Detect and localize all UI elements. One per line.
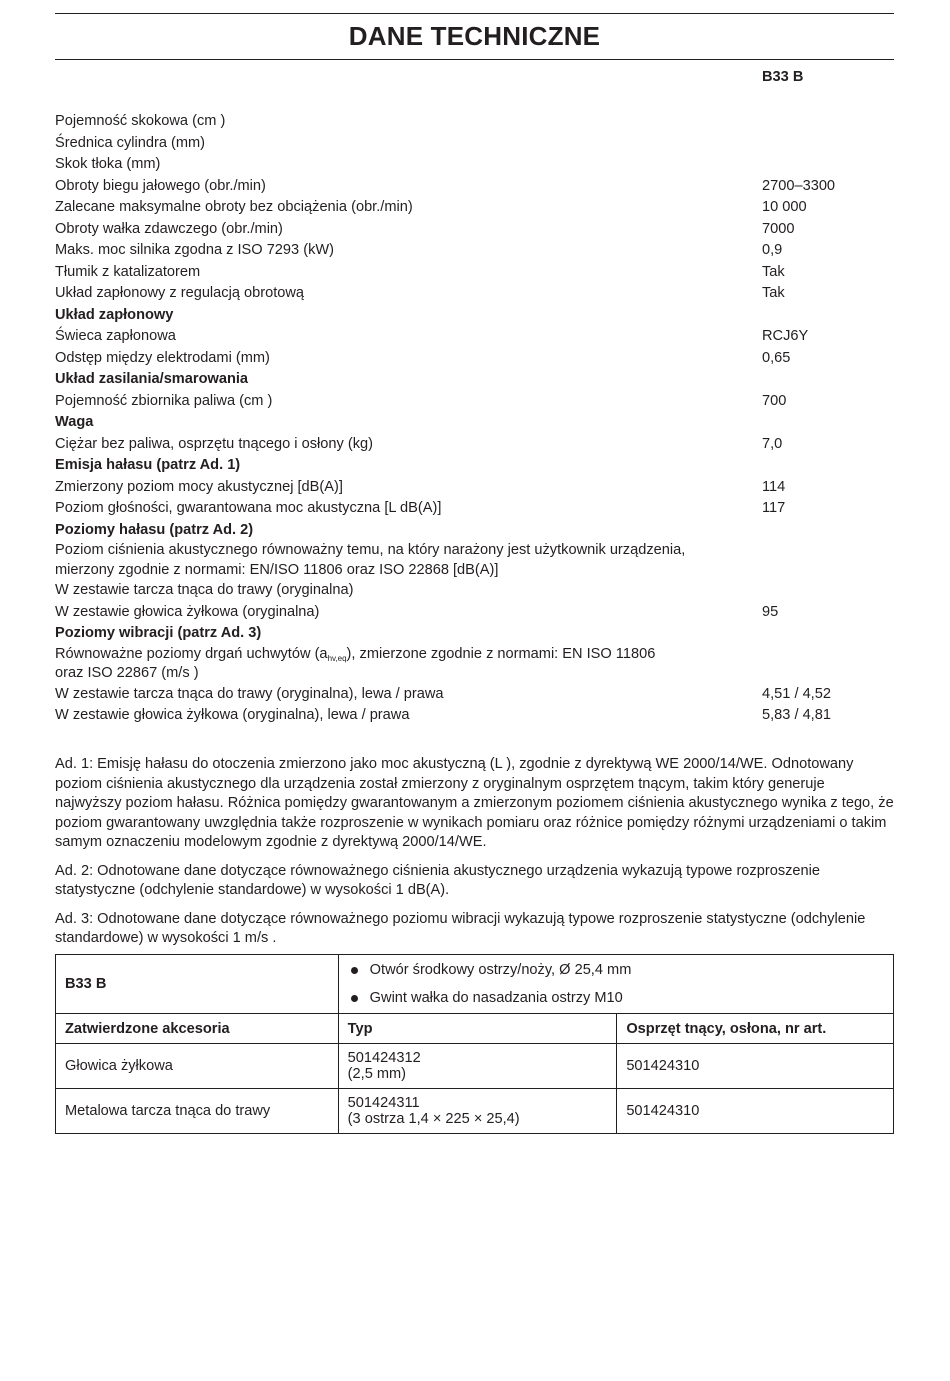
spec-label — [55, 111, 762, 133]
spec-value — [762, 369, 892, 391]
spec-value — [762, 133, 892, 155]
spec-value: 0,9 — [762, 242, 783, 258]
accessory-type-detail: (3 ostrza 1,4 × 225 × 25,4) — [347, 1111, 520, 1127]
spec-label — [55, 283, 762, 305]
spec-label — [55, 391, 762, 413]
spec-label — [55, 498, 762, 520]
title-bar — [55, 13, 894, 60]
spec-label-part: Obroty wałka zdawczego (obr./min) — [55, 220, 283, 237]
spec-label — [55, 154, 762, 176]
spec-value: 95 — [762, 603, 779, 620]
spec-section-heading — [55, 520, 894, 542]
model-column-header: B33 B — [762, 69, 804, 85]
spec-label-part: W zestawie tarcza tnąca do trawy (oryginalna) — [55, 582, 354, 598]
spec-label-part: Poziom ciśnienia akustycznego równoważny temu, na który narażony jest użytkownik urządzenia, — [55, 542, 686, 558]
bullet-text: Otwór środkowy ostrzy/noży, Ø 25,4 mm — [369, 962, 632, 978]
spec-value: RCJ6Y — [762, 328, 809, 344]
spec-label-part: Ciężar bez paliwa, osprzętu tnącego i osłony (kg) — [55, 435, 373, 452]
spec-label-part: Równoważne poziomy drgań uchwytów (a — [55, 645, 328, 662]
accessory-type — [338, 1089, 617, 1134]
spec-label — [55, 705, 762, 727]
spec-value: Tak — [762, 263, 785, 280]
accessories-model-row — [56, 955, 894, 1014]
note-ad3: Ad. 3: Odnotowane dane dotyczące równoważnego poziomu wibracji wykazują typowe rozproszenie statystyczne (odchylenie standardowe) w wysokości 1 m/s . — [55, 910, 866, 946]
spec-row — [55, 348, 894, 370]
spec-value: 700 — [762, 392, 787, 409]
spec-label-part: Średnica cylindra (mm) — [55, 134, 206, 151]
spec-label-part: Świeca zapłonowa — [55, 328, 176, 344]
page-title: DANE TECHNICZNE — [348, 21, 601, 51]
accessory-part: 501424310 — [617, 1044, 894, 1089]
spec-value: 10 000 — [762, 199, 807, 215]
spec-value: 0,65 — [762, 349, 791, 366]
accessory-type-detail: (2,5 mm) — [347, 1066, 407, 1082]
spec-value — [762, 455, 892, 477]
spec-label-part: Poziom głośności, gwarantowana moc akustyczna [L dB(A)] — [55, 500, 442, 516]
accessory-name: Głowica żyłkowa — [56, 1044, 339, 1089]
specs-list — [55, 111, 894, 727]
spec-label — [55, 645, 762, 684]
spec-section-heading — [55, 623, 894, 645]
spec-label — [55, 176, 762, 198]
spec-subscript: hv,eq — [327, 653, 347, 663]
spec-label-part: Obroty biegu jałowego (obr./min) — [55, 177, 266, 194]
spec-row — [55, 176, 894, 198]
spec-label-part: Waga — [55, 414, 94, 430]
spec-label-part: Zmierzony poziom mocy akustycznej [dB(A)] — [55, 478, 343, 495]
spec-value: Tak — [762, 285, 785, 301]
accessories-table — [55, 954, 894, 1134]
spec-label — [55, 326, 762, 348]
spec-row — [55, 133, 894, 155]
spec-label-part: Maks. moc silnika zgodna z ISO 7293 (kW) — [55, 242, 334, 258]
spec-label-part: W zestawie tarcza tnąca do trawy (oryginalna), lewa / prawa — [55, 685, 444, 702]
spec-row — [55, 705, 894, 727]
table-row — [56, 1044, 894, 1089]
spec-label — [55, 369, 762, 391]
spec-row — [55, 111, 894, 133]
spec-row — [55, 391, 894, 413]
spec-label — [55, 684, 762, 706]
spec-label-part: Skok tłoka (mm) — [55, 156, 161, 172]
spec-label — [55, 434, 762, 456]
accessory-type — [338, 1044, 617, 1089]
accessory-type-number: 501424312 — [347, 1050, 421, 1066]
spec-label — [55, 262, 762, 284]
accessories-model: B33 B — [56, 955, 339, 1014]
spec-row — [55, 645, 894, 684]
spec-label — [55, 477, 762, 499]
bullet-item — [348, 956, 884, 984]
header-approved-accessories: Zatwierdzone akcesoria — [56, 1014, 339, 1044]
spec-label-part: Emisja hałasu (patrz Ad. 1) — [55, 457, 241, 473]
spec-section-heading — [55, 455, 894, 477]
header-part-number: Osprzęt tnący, osłona, nr art. — [617, 1014, 894, 1044]
spec-value — [762, 111, 892, 133]
note-ad1: Ad. 1: Emisję hałasu do otoczenia zmierzono jako moc akustyczną (L ), zgodnie z dyrektywą WE 2000/14/WE. Odnotowany poziom ciśnienia akustycznego dla urządzenia został zmierzony z oryginalnym osprzętem tnącym, takim który generuje najwyższy poziom hałasu. Różnica pomiędzy gwarantowanym a zmierzonym poziomem ciśnienia akustycznego wynika z tego, że poziom gwarantowany uwzględnia także rozproszenie w wynikach pomiaru oraz różnice pomiędzy różnymi urządzeniami o takim samym oznaczeniu modelowym zgodnie z dyrektywą 2000/14/WE. — [55, 756, 894, 850]
bullet-item — [348, 984, 884, 1012]
notes — [55, 755, 894, 958]
spec-value: 7000 — [762, 220, 795, 237]
accessory-name: Metalowa tarcza tnąca do trawy — [56, 1089, 339, 1134]
spec-row — [55, 580, 894, 602]
spec-row — [55, 240, 894, 262]
spec-label-line2: oraz ISO 22867 (m/s ) — [55, 665, 199, 681]
spec-label — [55, 197, 762, 219]
spec-label-part: Układ zapłonowy — [55, 306, 174, 323]
spec-label-part: Pojemność zbiornika paliwa (cm ) — [55, 392, 273, 409]
spec-value — [762, 412, 892, 434]
spec-value: 5,83 / 4,81 — [762, 707, 831, 723]
spec-row — [55, 541, 894, 580]
spec-value: 114 — [762, 478, 786, 495]
bullet-dot-icon — [351, 995, 358, 1002]
spec-row — [55, 219, 894, 241]
header-type: Typ — [338, 1014, 617, 1044]
spec-label — [55, 520, 762, 542]
accessory-type-number: 501424311 — [347, 1095, 420, 1111]
spec-row — [55, 154, 894, 176]
spec-section-heading — [55, 412, 894, 434]
spec-label-part: ), zmierzone zgodnie z normami: EN ISO 11806 — [346, 645, 656, 662]
spec-label — [55, 348, 762, 370]
accessories-bullets — [338, 955, 893, 1014]
spec-row — [55, 477, 894, 499]
spec-label — [55, 412, 762, 434]
note-ad2: Ad. 2: Odnotowane dane dotyczące równoważnego ciśnienia akustycznego urządzenia wykazują typowe rozproszenie statystyczne (odchylenie standardowe) w wysokości 1 dB(A). — [55, 862, 821, 898]
spec-label-line2: mierzony zgodnie z normami: EN/ISO 11806 oraz ISO 22868 [dB(A)] — [55, 561, 499, 578]
spec-label-part: Pojemność skokowa (cm ) — [55, 113, 226, 129]
spec-label — [55, 602, 762, 624]
spec-value — [762, 645, 892, 684]
spec-label-part: W zestawie głowica żyłkowa (oryginalna), lewa / prawa — [55, 707, 410, 723]
bullet-dot-icon — [351, 967, 358, 974]
spec-value — [762, 623, 892, 645]
spec-value: 2700–3300 — [762, 177, 836, 194]
spec-row — [55, 283, 894, 305]
spec-label-part: Poziomy hałasu (patrz Ad. 2) — [55, 521, 254, 538]
spec-row — [55, 197, 894, 219]
spec-label-part: Układ zasilania/smarowania — [55, 371, 249, 387]
spec-value — [762, 154, 892, 176]
spec-label-part: Zalecane maksymalne obroty bez obciążenia (obr./min) — [55, 199, 413, 215]
spec-label — [55, 240, 762, 262]
spec-row — [55, 434, 894, 456]
spec-label-part: W zestawie głowica żyłkowa (oryginalna) — [55, 603, 320, 620]
spec-value — [762, 580, 892, 602]
spec-value: 117 — [762, 500, 786, 516]
spec-label-part: Odstęp między elektrodami (mm) — [55, 349, 270, 366]
spec-row — [55, 326, 894, 348]
spec-label-part: Układ zapłonowy z regulacją obrotową — [55, 285, 305, 301]
spec-label — [55, 623, 762, 645]
spec-value — [762, 305, 892, 327]
spec-label-part: Tłumik z katalizatorem — [55, 263, 201, 280]
spec-value: 7,0 — [762, 435, 783, 452]
spec-label — [55, 219, 762, 241]
spec-value: 4,51 / 4,52 — [762, 685, 831, 702]
accessories-header-row — [56, 1014, 894, 1044]
spec-label — [55, 541, 762, 580]
accessory-part: 501424310 — [617, 1089, 894, 1134]
spec-label — [55, 580, 762, 602]
spec-row — [55, 684, 894, 706]
spec-row — [55, 262, 894, 284]
spec-row — [55, 498, 894, 520]
spec-row — [55, 602, 894, 624]
spec-section-heading — [55, 369, 894, 391]
spec-value — [762, 541, 892, 580]
spec-label — [55, 305, 762, 327]
spec-value — [762, 520, 892, 542]
spec-label-part: Poziomy wibracji (patrz Ad. 3) — [55, 625, 262, 641]
table-row — [56, 1089, 894, 1134]
spec-section-heading — [55, 305, 894, 327]
spec-label — [55, 133, 762, 155]
spec-label — [55, 455, 762, 477]
bullet-text: Gwint wałka do nasadzania ostrzy M10 — [369, 990, 623, 1006]
